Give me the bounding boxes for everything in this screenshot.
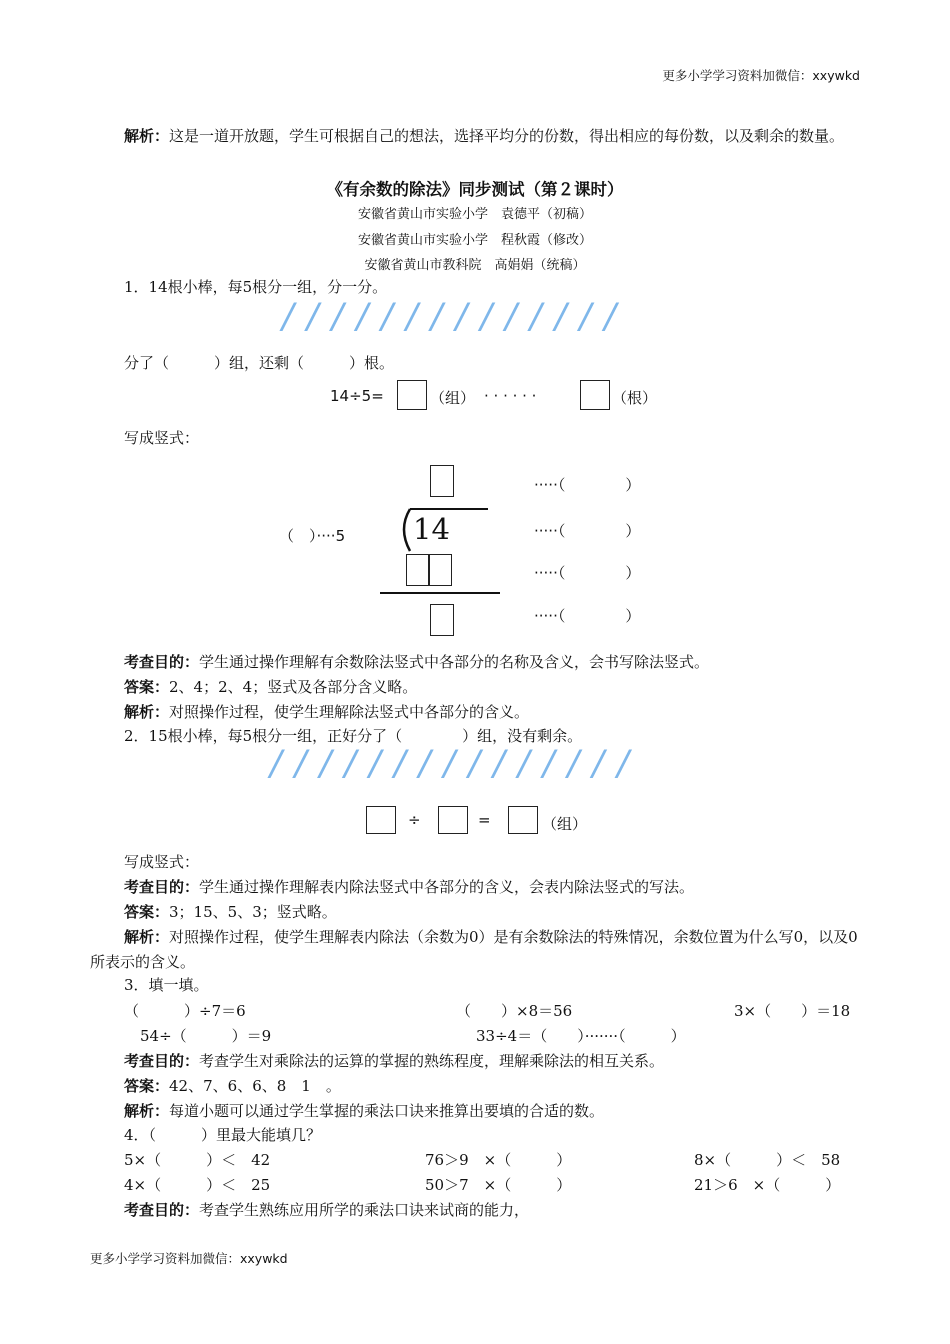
q3-aim-text: 考查学生对乘除法的运算的掌握的熟练程度，理解乘除法的相互关系。 [199,1052,665,1070]
page-title: 《有余数的除法》同步测试（第２课时） [326,180,624,199]
q2-divisor-box [438,806,468,834]
q3-answer [124,1075,341,1096]
q1-answer [124,676,417,697]
q4-item-4: 4×（ ）＜ 25 [124,1176,271,1194]
credit-line-2: 安徽省黄山市实验小学 程秋霞（修改） [357,233,592,248]
vertical-divisor-text: （ ）····5 [279,527,346,545]
q1-write-label: 写成竖式： [124,429,200,447]
intro-text: 这是一道开放题，学生可根据自己的想法，选择平均分的份数，得出相应的每份数，以及剩余的数量。 [169,127,845,145]
q4-item-1: 5×（ ）＜ 42 [124,1151,271,1169]
q3-aim [124,1050,664,1071]
q2-division-sign: ÷ [408,811,421,829]
q1-unit-groups: （组） [430,389,476,407]
q2-write-label: 写成竖式： [124,853,200,871]
q3-item-3: 3×（ ）＝18 [734,1002,851,1020]
vertical-label-product: ·····（ ） [534,564,641,582]
q1-fill-line: 分了（ ）组，还剩（ ）根。 [124,354,395,372]
page-header: 更多小学学习资料加微信：xxywkd [662,68,860,83]
q2-quotient-box [508,806,538,834]
vertical-label-quotient: ·····（ ） [534,476,641,494]
vertical-label-dividend: ·····（ ） [534,522,641,540]
q2-sticks-illustration: /////////////// [270,744,642,784]
q2-answer [124,901,337,922]
q1-explanation-text: 对照操作过程，使学生理解除法竖式中各部分的含义。 [169,703,530,721]
q4-item-2: 76＞9 ×（ ） [425,1151,572,1169]
q1-equation-left: 14÷5= [330,387,384,405]
q1-answer-label: 答案： [124,678,170,696]
q1-dots: · · · · · · [484,387,537,405]
q2-explanation-text: 对照操作过程，使学生理解表内除法（余数为0）是有余数除法的特殊情况，余数位置为什么写0，以及0所表示的含义。 [90,928,858,971]
q2-aim [124,876,694,897]
q2-equals-sign: = [478,811,491,829]
credit-line-1: 安徽省黄山市实验小学 袁德平（初稿） [357,207,592,222]
q2-answer-label: 答案： [124,903,170,921]
q3-answer-label: 答案： [124,1077,170,1095]
vertical-dividend: 14 [413,512,450,546]
q3-aim-label: 考查目的： [124,1052,200,1070]
q2-explanation-label: 解析： [124,928,170,946]
q4-item-5: 50＞7 ×（ ） [425,1176,572,1194]
q3-explanation-label: 解析： [124,1102,170,1120]
vertical-remainder-box [430,604,454,636]
q4-stem: 4．（ ）里最大能填几？ [124,1126,322,1144]
q1-stem: 1．14根小棒，每5根分一组，分一分。 [124,278,388,296]
q3-item-5: 33÷4＝（ ）·······（ ） [476,1027,686,1045]
intro-label: 解析： [124,127,170,145]
q3-item-4: 54÷（ ）＝9 [140,1027,272,1045]
q1-aim [124,651,709,672]
q1-explanation-label: 解析： [124,703,170,721]
q2-answer-text: 3；15、5、3；竖式略。 [169,903,337,921]
vertical-label-remainder: ·····（ ） [534,607,641,625]
q4-item-6: 21＞6 ×（ ） [694,1176,841,1194]
q1-sticks-illustration: ////////////// [282,297,630,337]
q3-answer-text: 42、7、6、6、8 1 。 [169,1077,341,1095]
q4-aim-label: 考查目的： [124,1201,200,1219]
q2-aim-label: 考查目的： [124,878,200,896]
q3-item-1: （ ）÷7＝6 [124,1002,246,1020]
page-footer: 更多小学学习资料加微信：xxywkd [90,1251,288,1266]
q4-aim-text: 考查学生熟练应用所学的乘法口诀来试商的能力， [199,1201,530,1219]
q2-stem: 2．15根小棒，每5根分一组，正好分了（ ）组，没有剩余。 [124,727,583,745]
intro-paragraph [90,124,860,149]
q1-aim-text: 学生通过操作理解有余数除法竖式中各部分的名称及含义，会书写除法竖式。 [199,653,710,671]
q3-explanation [124,1100,604,1121]
q2-aim-text: 学生通过操作理解表内除法竖式中各部分的含义，会表内除法竖式的写法。 [199,878,695,896]
q3-explanation-text: 每道小题可以通过学生掌握的乘法口诀来推算出要填的合适的数。 [169,1102,605,1120]
vertical-quotient-box [430,465,454,497]
vertical-product-box-1 [406,554,429,586]
vertical-product-box-2 [429,554,452,586]
q2-unit-groups: （组） [542,815,588,833]
q1-quotient-box [397,380,427,410]
q2-dividend-box [366,806,396,834]
q3-item-2: （ ）×8＝56 [456,1002,573,1020]
q4-aim [124,1199,529,1220]
q1-explanation [124,701,529,722]
q1-aim-label: 考查目的： [124,653,200,671]
q1-unit-sticks: （根） [612,389,658,407]
q3-stem: 3．填一填。 [124,976,209,994]
q2-explanation [90,925,860,975]
q4-item-3: 8×（ ）＜ 58 [694,1151,841,1169]
credit-line-3: 安徽省黄山市教科院 高娟娟（统稿） [364,258,586,273]
q1-remainder-box [580,380,610,410]
q1-answer-text: 2、4；2、4；竖式及各部分含义略。 [169,678,418,696]
